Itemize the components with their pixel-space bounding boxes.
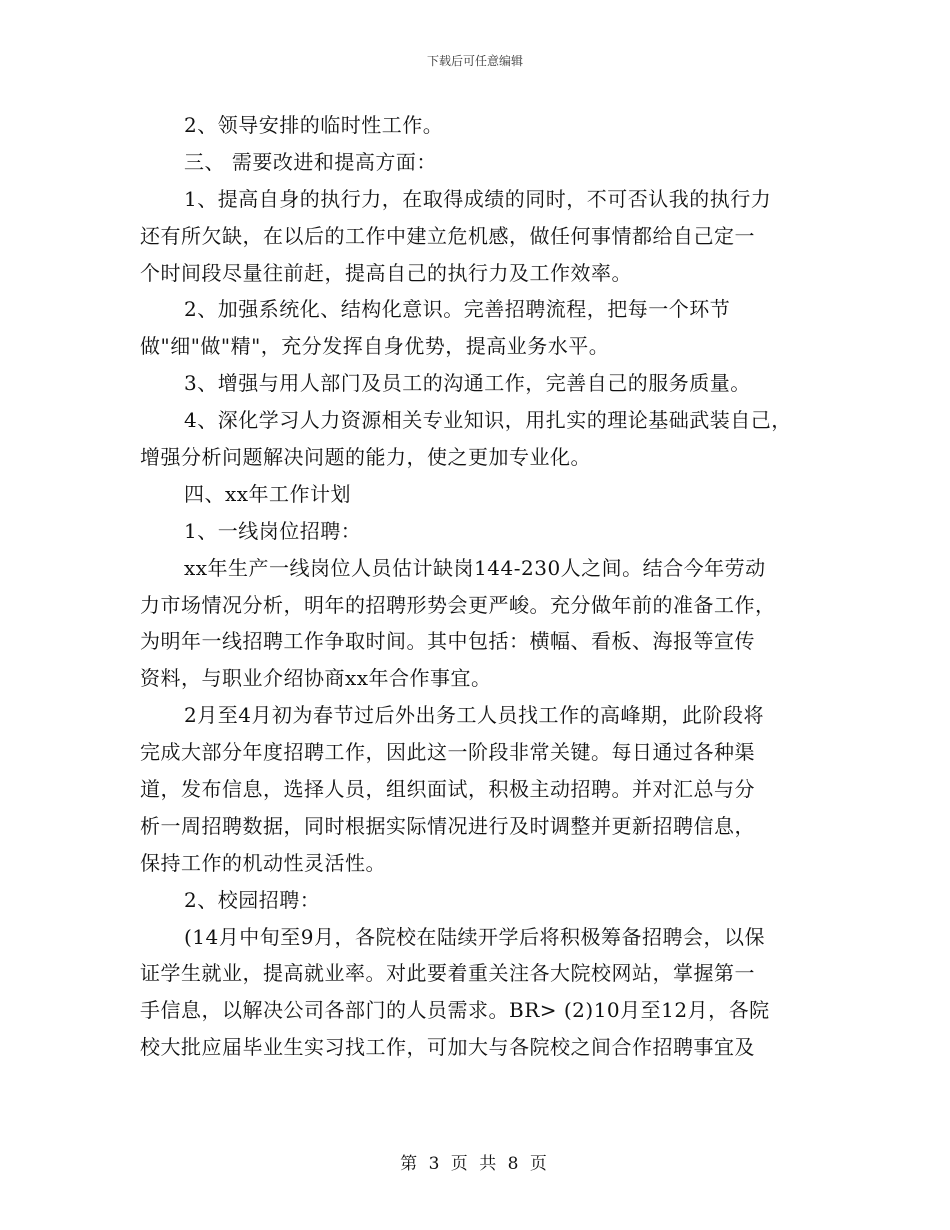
paragraph: [140, 402, 820, 476]
paragraph: [140, 919, 820, 1067]
paragraph-line: 析一周招聘数据，同时根据实际情况进行及时调整并更新招聘信息，: [140, 813, 755, 838]
page-header: 下载后可任意编辑: [426, 54, 523, 68]
paragraph-line: 2、校园招聘：: [184, 887, 321, 912]
paragraph-line: xx年生产一线岗位人员估计缺岗144-230人之间。结合今年劳动: [184, 555, 766, 580]
paragraph: [140, 291, 820, 365]
paragraph-line: 增强分析问题解决问题的能力，使之更加专业化。: [140, 445, 591, 470]
paragraph-line: (14月中旬至9月，各院校在陆续开学后将积极筹备招聘会，以保: [184, 924, 765, 949]
paragraph-line: 做"细"做"精"，充分发挥自身优势，提高业务水平。: [140, 334, 610, 359]
paragraph: [140, 181, 820, 292]
paragraph: [140, 144, 820, 181]
paragraph-line: 资料，与职业介绍协商xx年合作事宜。: [140, 666, 492, 691]
paragraph-line: 个时间段尽量往前赶，提高自己的执行力及工作效率。: [140, 260, 632, 285]
paragraph: [140, 882, 820, 919]
paragraph: [140, 476, 820, 513]
paragraph-line: 还有所欠缺，在以后的工作中建立危机感，做任何事情都给自己定一: [140, 223, 755, 248]
paragraph-line: 力市场情况分析，明年的招聘形势会更严峻。充分做年前的准备工作，: [140, 592, 776, 617]
paragraph-line: 1、一线岗位招聘：: [184, 518, 362, 543]
paragraph-line: 3、增强与用人部门及员工的沟通工作，完善自己的服务质量。: [184, 371, 751, 396]
paragraph-line: 三、 需要改进和提高方面：: [184, 149, 437, 174]
paragraph: [140, 513, 820, 550]
paragraph-line: 四、xx年工作计划: [184, 481, 352, 506]
paragraph-line: 1、提高自身的执行力，在取得成绩的同时，不可否认我的执行力: [184, 186, 772, 211]
paragraph-line: 2、领导安排的临时性工作。: [184, 113, 444, 137]
paragraph-line: 道，发布信息，选择人员，组织面试，积极主动招聘。并对汇总与分: [140, 777, 755, 802]
paragraph: [140, 365, 820, 402]
paragraph-line: 完成大部分年度招聘工作，因此这一阶段非常关键。每日通过各种渠: [140, 740, 755, 765]
paragraph-line: 保持工作的机动性灵活性。: [140, 850, 386, 875]
paragraph-line: 手信息，以解决公司各部门的人员需求。BR> (2)10月至12月，各院: [140, 998, 770, 1023]
paragraph-line: 为明年一线招聘工作争取时间。其中包括：横幅、看板、海报等宣传: [140, 629, 755, 654]
paragraph-line: 校大批应届毕业生实习找工作，可加大与各院校之间合作招聘事宜及: [140, 1035, 755, 1060]
document-body: [140, 107, 820, 1066]
paragraph: [140, 550, 820, 698]
paragraph-line: 4、深化学习人力资源相关专业知识，用扎实的理论基础武装自己，: [184, 408, 792, 433]
paragraph-line: 2、加强系统化、结构化意识。完善招聘流程，把每一个环节: [184, 297, 731, 322]
paragraph-line: 2月至4月初为春节过后外出务工人员找工作的高峰期，此阶段将: [184, 703, 764, 728]
page-footer: 第 3 页 共 8 页: [400, 1154, 550, 1174]
paragraph-line: 证学生就业，提高就业率。对此要着重关注各大院校网站，掌握第一: [140, 961, 755, 986]
paragraph: [140, 697, 820, 881]
paragraph: [140, 107, 820, 144]
